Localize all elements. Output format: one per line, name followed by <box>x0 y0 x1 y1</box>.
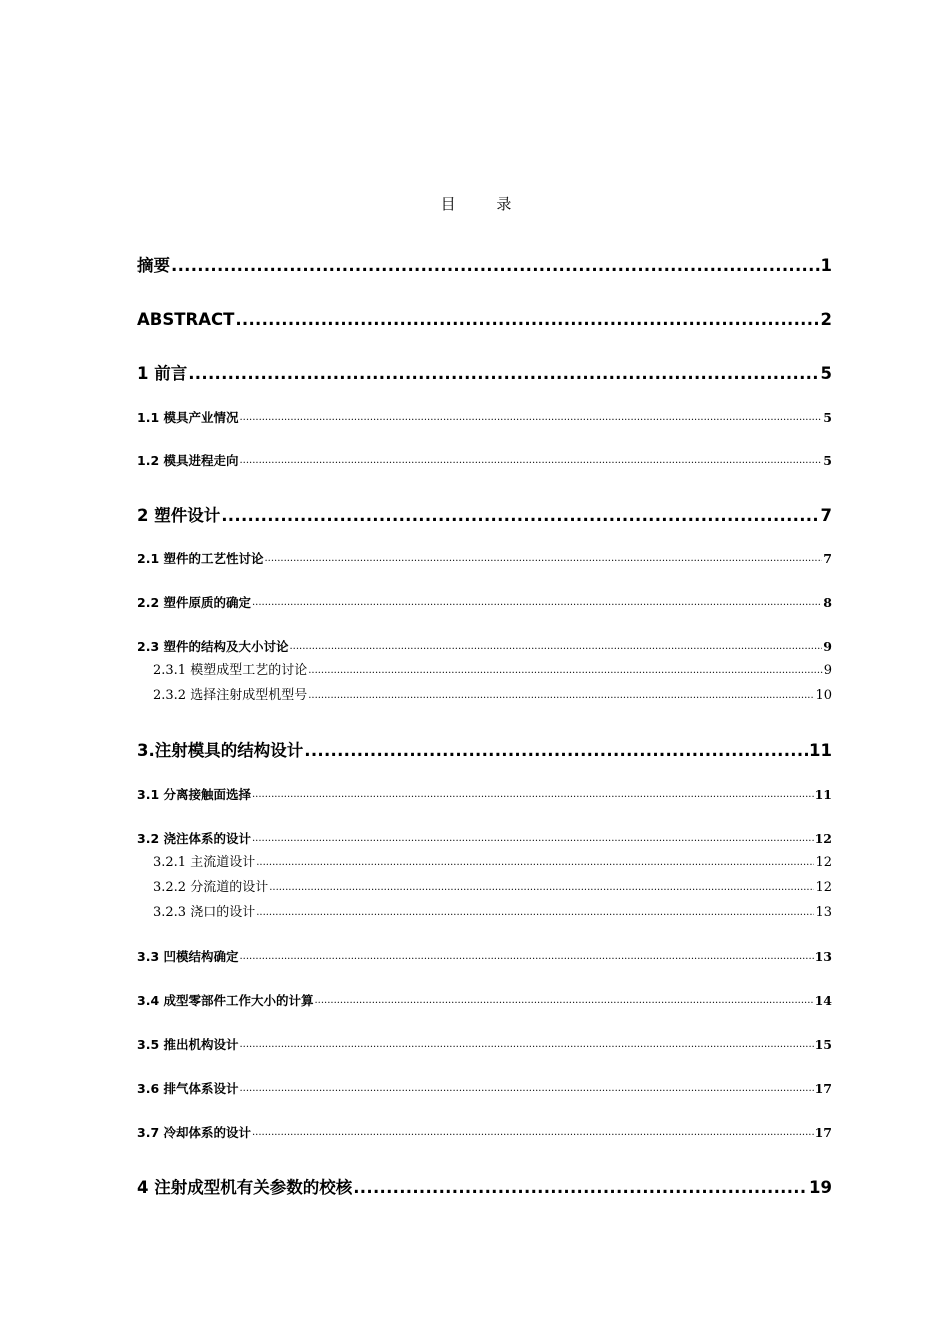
toc-entry-3-2-3[interactable] <box>153 904 832 922</box>
toc-page-number: 11 <box>814 787 832 802</box>
toc-entry-2-3[interactable] <box>137 638 832 656</box>
toc-leader-dots <box>240 948 814 966</box>
toc-leader-dots <box>188 362 819 386</box>
toc-leader-dots <box>304 739 808 763</box>
toc-leader-dots <box>240 1036 814 1054</box>
toc-entry-label: 2.3 塑件的结构及大小讨论 <box>137 639 289 654</box>
toc-page-number: 5 <box>823 453 832 468</box>
toc-leader-dots <box>171 254 820 278</box>
toc-page-number: 5 <box>820 364 832 383</box>
toc-leader-dots <box>269 879 814 897</box>
toc-entry-label: 摘要 <box>137 256 170 275</box>
toc-entry-label: 3.注射模具的结构设计 <box>137 741 304 760</box>
toc-leader-dots <box>252 594 822 612</box>
toc-entry-label: 1.2 模具进程走向 <box>137 453 239 468</box>
toc-entry-label: 3.2.1 主流道设计 <box>153 855 256 870</box>
toc-entry-chapter-1[interactable] <box>137 362 832 386</box>
toc-leader-dots <box>256 854 814 872</box>
toc-entry-label: 3.2.2 分流道的设计 <box>153 880 269 895</box>
toc-leader-dots <box>240 409 823 427</box>
toc-leader-dots <box>256 904 814 922</box>
toc-entry-label: 2.1 塑件的工艺性讨论 <box>137 551 264 566</box>
toc-entry-3-2-2[interactable] <box>153 879 832 897</box>
toc-page-number: 1 <box>820 256 832 275</box>
toc-entry-3-6[interactable] <box>137 1080 832 1098</box>
toc-entry-label: 1.1 模具产业情况 <box>137 410 239 425</box>
toc-entry-abstract-cn[interactable] <box>137 254 832 278</box>
toc-leader-dots <box>252 1124 814 1142</box>
toc-entry-label: 2.3.1 模塑成型工艺的讨论 <box>153 663 308 678</box>
toc-entry-label: ABSTRACT <box>137 310 235 329</box>
toc-page-number: 17 <box>814 1125 832 1140</box>
toc-entry-abstract-en[interactable] <box>137 308 832 332</box>
toc-entry-1-2[interactable] <box>137 452 832 470</box>
toc-entry-3-7[interactable] <box>137 1124 832 1142</box>
toc-page-number: 2 <box>820 310 832 329</box>
toc-page-number: 10 <box>815 688 832 703</box>
toc-page-number: 7 <box>820 506 832 525</box>
toc-leader-dots <box>308 662 823 680</box>
toc-page-number: 7 <box>823 551 832 566</box>
toc-page-number: 5 <box>823 410 832 425</box>
toc-entry-chapter-4[interactable] <box>137 1176 832 1200</box>
toc-entry-label: 3.4 成型零部件工作大小的计算 <box>137 993 314 1008</box>
toc-entry-3-2[interactable] <box>137 830 832 848</box>
toc-leader-dots <box>265 550 823 568</box>
toc-page-number: 12 <box>815 880 832 895</box>
toc-entry-3-5[interactable] <box>137 1036 832 1054</box>
toc-entry-label: 3.6 排气体系设计 <box>137 1081 239 1096</box>
toc-entry-1-1[interactable] <box>137 409 832 427</box>
toc-leader-dots <box>308 687 814 705</box>
toc-leader-dots <box>315 992 814 1010</box>
toc-leader-dots <box>221 504 819 528</box>
toc-entry-3-4[interactable] <box>137 992 832 1010</box>
toc-leader-dots <box>252 830 814 848</box>
toc-page-number: 15 <box>814 1037 832 1052</box>
toc-entry-label: 1 前言 <box>137 364 188 383</box>
toc-leader-dots <box>240 1080 814 1098</box>
toc-entry-label: 4 注射成型机有关参数的校核 <box>137 1178 353 1197</box>
toc-page-number: 9 <box>823 639 832 654</box>
toc-entry-label: 3.7 冷却体系的设计 <box>137 1125 251 1140</box>
toc-entry-2-1[interactable] <box>137 550 832 568</box>
toc-entry-label: 2.3.2 选择注射成型机型号 <box>153 688 308 703</box>
toc-page-number: 12 <box>814 831 832 846</box>
toc-page-number: 8 <box>823 595 832 610</box>
toc-entry-3-1[interactable] <box>137 786 832 804</box>
toc-page-number: 19 <box>809 1178 832 1197</box>
toc-page-number: 9 <box>823 663 832 678</box>
toc-entry-label: 3.2 浇注体系的设计 <box>137 831 251 846</box>
toc-entry-label: 3.5 推出机构设计 <box>137 1037 239 1052</box>
toc-page-number: 14 <box>814 993 832 1008</box>
toc-entry-2-2[interactable] <box>137 594 832 612</box>
toc-entry-3-2-1[interactable] <box>153 854 832 872</box>
toc-entry-2-3-2[interactable] <box>153 687 832 705</box>
toc-leader-dots <box>235 308 819 332</box>
toc-entry-label: 3.1 分离接触面选择 <box>137 787 251 802</box>
toc-entry-label: 2 塑件设计 <box>137 506 221 525</box>
toc-entry-chapter-3[interactable] <box>137 739 832 763</box>
toc-page-number: 17 <box>814 1081 832 1096</box>
toc-entry-chapter-2[interactable] <box>137 504 832 528</box>
toc-entry-label: 2.2 塑件原质的确定 <box>137 595 251 610</box>
toc-page-number: 13 <box>815 905 832 920</box>
page-title: 目 录 <box>440 195 530 213</box>
toc-leader-dots <box>240 452 823 470</box>
toc-entry-label: 3.3 凹模结构确定 <box>137 949 239 964</box>
toc-page-number: 13 <box>814 949 832 964</box>
toc-leader-dots <box>353 1176 808 1200</box>
toc-page-number: 12 <box>815 855 832 870</box>
toc-entry-label: 3.2.3 浇口的设计 <box>153 905 256 920</box>
toc-page-number: 11 <box>809 741 832 760</box>
toc-entry-2-3-1[interactable] <box>153 662 832 680</box>
toc-leader-dots <box>252 786 814 804</box>
toc-leader-dots <box>290 638 823 656</box>
toc-entry-3-3[interactable] <box>137 948 832 966</box>
